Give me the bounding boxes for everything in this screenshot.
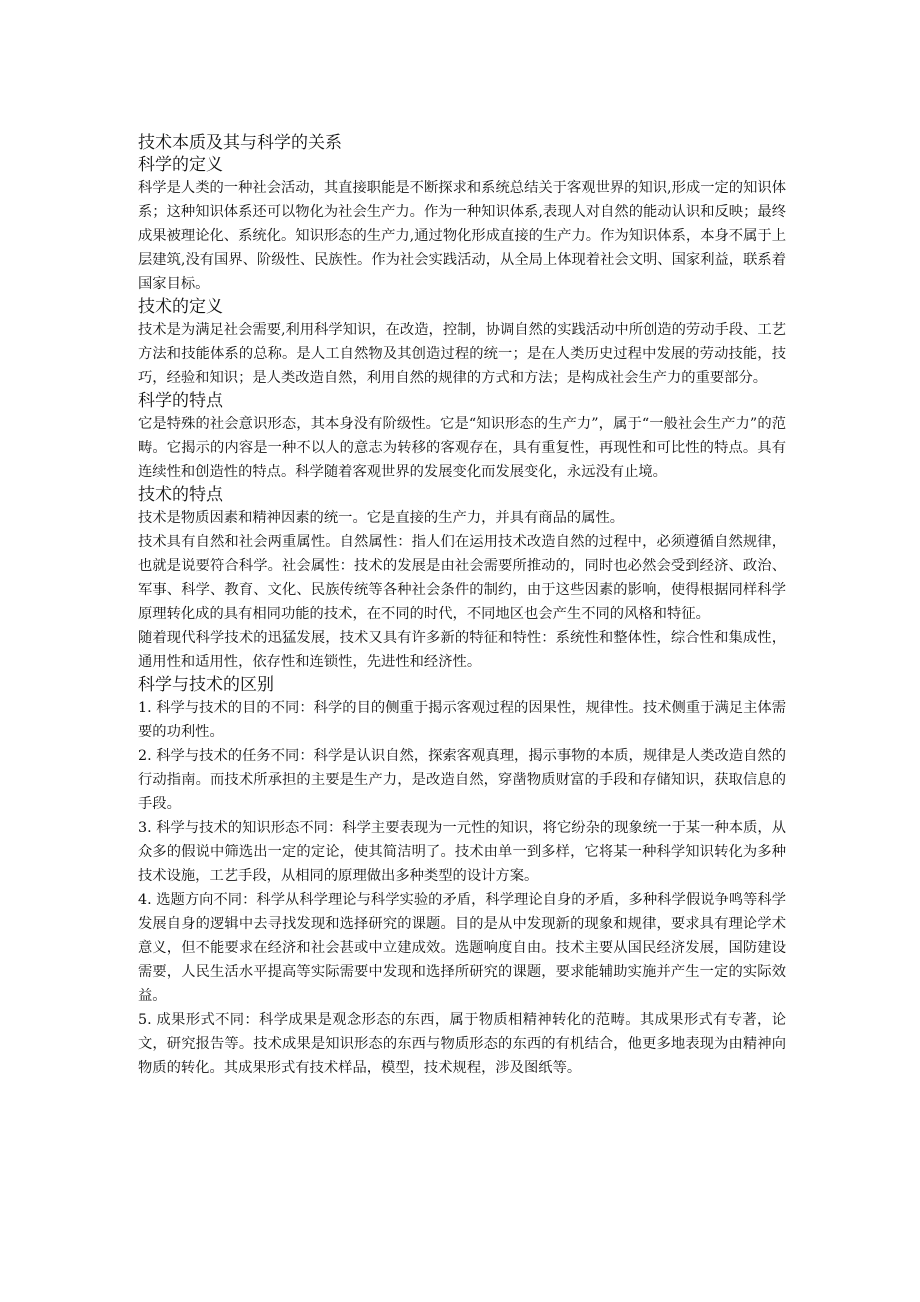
section-science-technology-differences — [138, 674, 786, 1080]
section-science-definition — [138, 154, 786, 296]
paragraph: 它是特殊的社会意识形态，其本身没有阶级性。它是“知识形态的生产力”，属于“一般社会生产力”的范畴。它揭示的内容是一种不以人的意志为转移的客观存在，具有重复性，再现性和可比性的特点。具有连续性和创造性的特点。科学随着客观世界的发展变化而发展变化，永远没有止境。 — [138, 416, 786, 480]
section-heading: 技术的特点 — [138, 485, 223, 505]
section-technology-definition — [138, 296, 786, 390]
section-heading: 科学的定义 — [138, 155, 223, 175]
paragraph: 技术具有自然和社会两重属性。自然属性：指人们在运用技术改造自然的过程中，必须遵循自然规律，也就是说要符合科学。社会属性：技术的发展是由社会需要所推动的，同时也必然会受到经济、政治、军事、科学、教育、文化、民族传统等各种社会条件的制约，由于这些因素的影响，使得根据同样科学原理转化成的具有相同功能的技术，在不同的时代，不同地区也会产生不同的风格和特征。 — [138, 534, 786, 622]
list-item: 5. 成果形式不同：科学成果是观念形态的东西，属于物质相精神转化的范畴。其成果形式有专著，论文，研究报告等。技术成果是知识形态的东西与物质形态的东西的有机结合，他更多地表现为由精神向物质的转化。其成果形式有技术样品，模型，技术规程，涉及图纸等。 — [138, 1012, 786, 1076]
document-title: 技术本质及其与科学的关系 — [138, 133, 342, 153]
section-science-features — [138, 390, 786, 484]
paragraph: 科学是人类的一种社会活动，其直接职能是不断探求和系统总结关于客观世界的知识,形成一定的知识体系；这种知识体系还可以物化为社会生产力。作为一种知识体系,表现人对自然的能动认识和反映；最终成果被理论化、系统化。知识形态的生产力,通过物化形成直接的生产力。作为知识体系，本身不属于上层建筑,没有国界、阶级性、民族性。作为社会实践活动，从全局上体现着社会文明、国家利益，联系着国家目标。 — [138, 180, 786, 292]
document-page — [138, 132, 786, 1080]
list-item: 1. 科学与技术的目的不同：科学的目的侧重于揭示客观过程的因果性，规律性。技术侧重于满足主体需要的功利性。 — [138, 700, 786, 740]
section-technology-features — [138, 484, 786, 674]
section-heading: 科学与技术的区别 — [138, 675, 274, 695]
list-item: 2. 科学与技术的任务不同：科学是认识自然，探索客观真理，揭示事物的本质，规律是人类改造自然的行动指南。而技术所承担的主要是生产力，是改造自然，穿凿物质财富的手段和存储知识，获取信息的手段。 — [138, 748, 786, 812]
list-item: 3. 科学与技术的知识形态不同：科学主要表现为一元性的知识，将它纷杂的现象统一于某一种本质，从众多的假说中筛选出一定的定论，使其简洁明了。技术由单一到多样，它将某一种科学知识转化为多种技术设施，工艺手段，从相同的原理做出多种类型的设计方案。 — [138, 820, 786, 884]
list-item: 4. 选题方向不同：科学从科学理论与科学实验的矛盾，科学理论自身的矛盾，多种科学假说争鸣等科学发展自身的逻辑中去寻找发现和选择研究的课题。目的是从中发现新的现象和规律，要求具有理论学术意义，但不能要求在经济和社会甚或中立建成效。选题响度自由。技术主要从国民经济发展，国防建设需要，人民生活水平提高等实际需要中发现和选择所研究的课题，要求能辅助实施并产生一定的实际效益。 — [138, 892, 786, 1004]
paragraph: 技术是为满足社会需要,利用科学知识，在改造，控制，协调自然的实践活动中所创造的劳动手段、工艺方法和技能体系的总称。是人工自然物及其创造过程的统一；是在人类历史过程中发展的劳动技能，技巧，经验和知识；是人类改造自然，利用自然的规律的方式和方法；是构成社会生产力的重要部分。 — [138, 322, 786, 386]
paragraph: 技术是物质因素和精神因素的统一。它是直接的生产力，并具有商品的属性。 — [138, 510, 625, 526]
section-heading: 技术的定义 — [138, 297, 223, 317]
paragraph: 随着现代科学技术的迅猛发展，技术又具有许多新的特征和特性：系统性和整体性，综合性和集成性，通用性和适用性，依存性和连锁性，先进性和经济性。 — [138, 630, 786, 670]
section-heading: 科学的特点 — [138, 391, 223, 411]
